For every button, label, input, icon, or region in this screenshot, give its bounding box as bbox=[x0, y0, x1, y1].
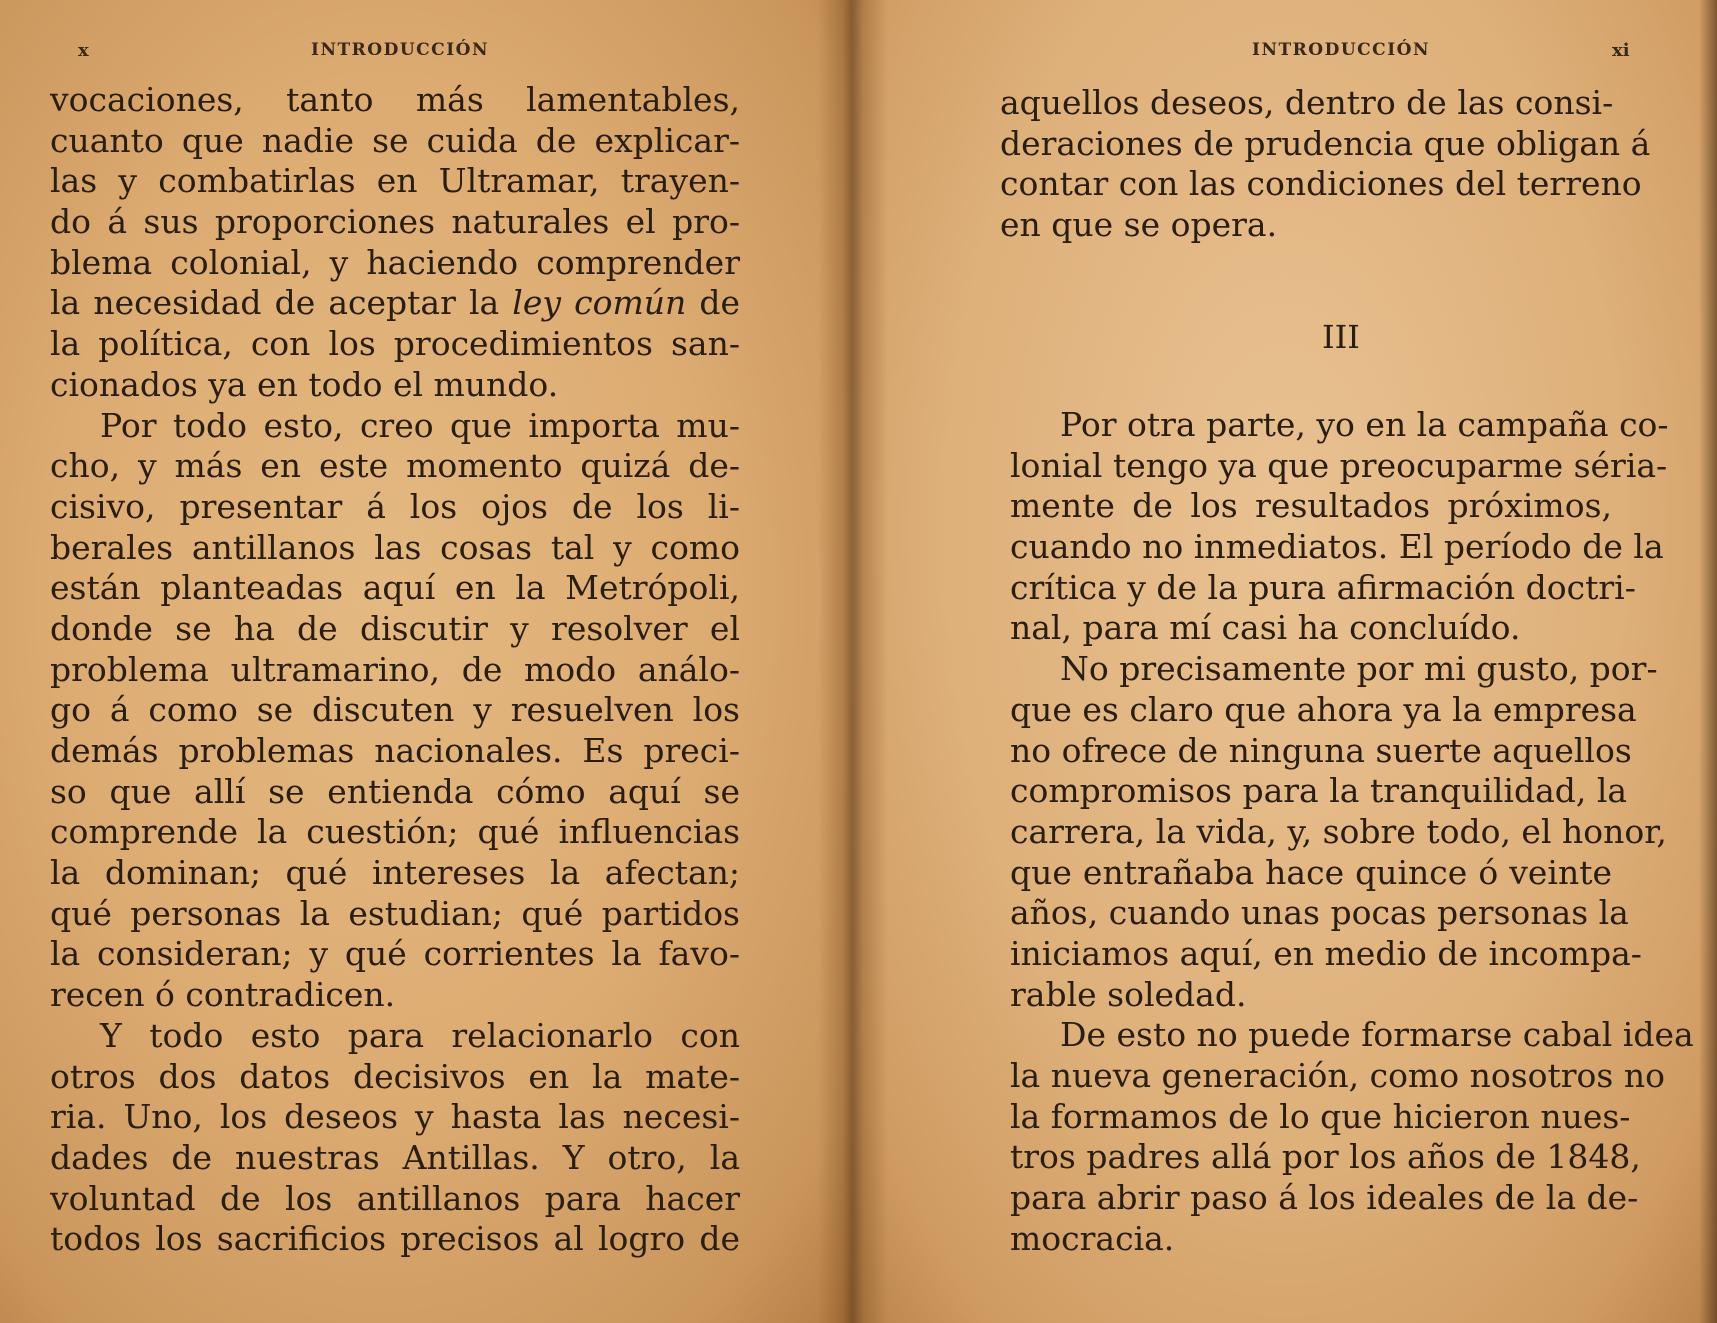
page-folio-right: xi bbox=[1612, 40, 1630, 61]
text-line bbox=[50, 731, 740, 772]
text-line bbox=[50, 487, 740, 528]
text-line bbox=[1010, 689, 1637, 731]
text-line-content: dades de nuestras Antillas. Y otro, la bbox=[50, 1137, 740, 1177]
text-line-content: contar con las condiciones del terreno bbox=[1000, 164, 1642, 204]
text-line-content: nal, para mí casi ha concluído. bbox=[1010, 608, 1521, 648]
text-line bbox=[1010, 730, 1632, 772]
text-line bbox=[50, 568, 740, 609]
text-line bbox=[50, 690, 740, 731]
text-line-content: carrera, la vida, y, sobre todo, el honor, bbox=[1010, 811, 1667, 851]
text-line-content: todos los sacrificios precisos al logro de bbox=[50, 1219, 740, 1259]
text-line bbox=[1010, 975, 1612, 1016]
page-folio-left: x bbox=[78, 40, 89, 61]
text-line-content: mocracia. bbox=[1010, 1218, 1175, 1258]
text-line bbox=[50, 1179, 740, 1220]
text-line-content: Por todo esto, creo que importa mu- bbox=[100, 405, 740, 445]
text-line bbox=[1000, 123, 1651, 165]
text-line bbox=[1000, 164, 1642, 205]
text-line bbox=[50, 202, 740, 243]
text-line bbox=[1010, 567, 1636, 609]
text-line bbox=[1010, 1056, 1665, 1097]
text-line bbox=[50, 1219, 740, 1260]
text-line-content: berales antillanos las cosas tal y como bbox=[50, 527, 740, 567]
text-line-content: tros padres allá por los años de 1848, bbox=[1010, 1137, 1641, 1177]
text-line-content: Por otra parte, yo en la campaña co- bbox=[1060, 405, 1669, 444]
text-line-content: De esto no puede formarse cabal idea bbox=[1060, 1015, 1694, 1055]
running-head-left: INTRODUCCIÓN bbox=[311, 40, 490, 60]
text-line-tail: de bbox=[686, 283, 740, 323]
text-line bbox=[50, 283, 740, 324]
text-line-content: compromisos para la tranquilidad, la bbox=[1010, 771, 1628, 811]
text-line-content: la dominan; qué intereses la afectan; bbox=[50, 853, 740, 893]
text-line bbox=[1010, 1096, 1631, 1138]
text-line bbox=[50, 1138, 740, 1179]
running-head-right: INTRODUCCIÓN bbox=[1252, 40, 1431, 60]
text-line-content: no ofrece de ninguna suerte aquellos bbox=[1010, 730, 1632, 770]
text-line-content: que es claro que ahora ya la empresa bbox=[1010, 689, 1637, 729]
section-number: III bbox=[1322, 318, 1360, 356]
text-line-content: recen ó contradicen. bbox=[50, 975, 396, 1015]
text-line-content: la formamos de lo que hicieron nues- bbox=[1010, 1096, 1631, 1136]
text-line-content: problema ultramarino, de modo análo- bbox=[50, 649, 740, 689]
text-line bbox=[50, 650, 740, 691]
text-line-content: go á como se discuten y resuelven los bbox=[50, 690, 740, 730]
text-line-content: ria. Uno, los deseos y hasta las necesi- bbox=[50, 1097, 740, 1137]
text-line-content: donde se ha de discutir y resolver el bbox=[50, 608, 740, 648]
text-line bbox=[1010, 608, 1612, 649]
text-line bbox=[50, 324, 740, 365]
text-line-content: otros dos datos decisivos en la mate- bbox=[50, 1056, 740, 1096]
italic-term: ley común bbox=[512, 283, 687, 323]
text-line bbox=[50, 121, 740, 162]
text-line bbox=[50, 609, 740, 650]
text-line-content: so que allí se entienda cómo aquí se bbox=[50, 771, 740, 811]
text-line bbox=[1010, 405, 1669, 446]
text-line-content: deraciones de prudencia que obligan á bbox=[1000, 123, 1651, 163]
text-line bbox=[1010, 486, 1612, 527]
text-line bbox=[50, 161, 740, 202]
text-line bbox=[1010, 527, 1664, 568]
text-line-content: mente de los resultados próximos, bbox=[1010, 486, 1612, 526]
text-line bbox=[1010, 649, 1658, 690]
text-line bbox=[50, 853, 740, 894]
text-line bbox=[50, 975, 740, 1016]
text-line bbox=[1010, 1137, 1641, 1178]
text-line-content: iniciamos aquí, en medio de incompa- bbox=[1010, 933, 1642, 973]
text-line bbox=[1010, 1219, 1612, 1260]
text-line bbox=[1010, 893, 1629, 934]
text-line-content: la necesidad de aceptar la bbox=[50, 283, 513, 323]
text-line-content: voluntad de los antillanos para hacer bbox=[50, 1178, 740, 1218]
text-line-content: crítica y de la pura afirmación doctri- bbox=[1010, 567, 1636, 607]
text-line-content: en que se opera. bbox=[1000, 205, 1278, 245]
text-line bbox=[1010, 811, 1667, 853]
text-line-content: rable soledad. bbox=[1010, 974, 1247, 1014]
text-line bbox=[50, 812, 740, 853]
text-line bbox=[50, 446, 740, 487]
text-line-content: la consideran; y qué corrientes la favo- bbox=[50, 934, 740, 974]
text-line-content: cionados ya en todo el mundo. bbox=[50, 364, 559, 404]
page-edge bbox=[1699, 0, 1717, 1323]
text-line bbox=[1010, 445, 1668, 487]
text-line bbox=[50, 406, 740, 447]
text-line-content: blema colonial, y haciendo comprender bbox=[50, 242, 740, 282]
text-line bbox=[50, 1097, 740, 1138]
text-line bbox=[1010, 1015, 1694, 1056]
text-line-content: la política, con los procedimientos san- bbox=[50, 324, 740, 364]
text-line bbox=[50, 772, 740, 813]
text-line-content: para abrir paso á los ideales de la de- bbox=[1010, 1178, 1639, 1218]
right-page-text-bottom bbox=[1010, 405, 1694, 1259]
text-line bbox=[50, 80, 740, 121]
text-line-content: Y todo esto para relacionarlo con bbox=[100, 1015, 740, 1055]
text-line-content: lonial tengo ya que preocuparme séria- bbox=[1010, 445, 1668, 485]
text-line-content: están planteadas aquí en la Metrópoli, bbox=[50, 568, 740, 608]
text-line-content: comprende la cuestión; qué influencias bbox=[50, 812, 740, 852]
text-line-content: cisivo, presentar á los ojos de los li- bbox=[50, 486, 740, 526]
text-line bbox=[50, 365, 740, 406]
right-page-text-top bbox=[1000, 83, 1651, 246]
text-line bbox=[1010, 1178, 1639, 1219]
text-line-content: años, cuando unas pocas personas la bbox=[1010, 893, 1629, 933]
text-line-content: do á sus proporciones naturales el pro- bbox=[50, 202, 740, 242]
text-line-content: aquellos deseos, dentro de las consi- bbox=[1000, 83, 1614, 122]
text-line-content: la nueva generación, como nosotros no bbox=[1010, 1056, 1665, 1095]
text-line bbox=[1010, 853, 1612, 894]
text-line bbox=[1000, 205, 1612, 246]
text-line bbox=[1010, 771, 1628, 812]
right-page bbox=[852, 0, 1717, 1323]
text-line bbox=[50, 243, 740, 284]
text-line-content: demás problemas nacionales. Es preci- bbox=[50, 731, 740, 770]
text-line-content: que entrañaba hace quince ó veinte bbox=[1010, 852, 1612, 892]
text-line bbox=[50, 1057, 740, 1098]
text-line bbox=[50, 894, 740, 935]
text-line bbox=[1000, 83, 1612, 124]
text-line-content: cuando no inmediatos. El período de la bbox=[1010, 527, 1664, 567]
left-page-text bbox=[50, 80, 740, 1260]
text-line-content: No precisamente por mi gusto, por- bbox=[1060, 649, 1658, 689]
text-line bbox=[1010, 933, 1642, 975]
text-line-content: las y combatirlas en Ultramar, trayen- bbox=[50, 161, 740, 201]
left-page bbox=[0, 0, 852, 1323]
text-line bbox=[50, 1016, 740, 1057]
text-line bbox=[50, 528, 740, 569]
text-line bbox=[50, 934, 740, 975]
text-line-content: cho, y más en este momento quizá de- bbox=[50, 446, 740, 486]
text-line-content: vocaciones, tanto más lamentables, bbox=[50, 80, 740, 119]
text-line-content: cuanto que nadie se cuida de explicar- bbox=[50, 120, 740, 160]
text-line-content: qué personas la estudian; qué partidos bbox=[50, 893, 740, 933]
